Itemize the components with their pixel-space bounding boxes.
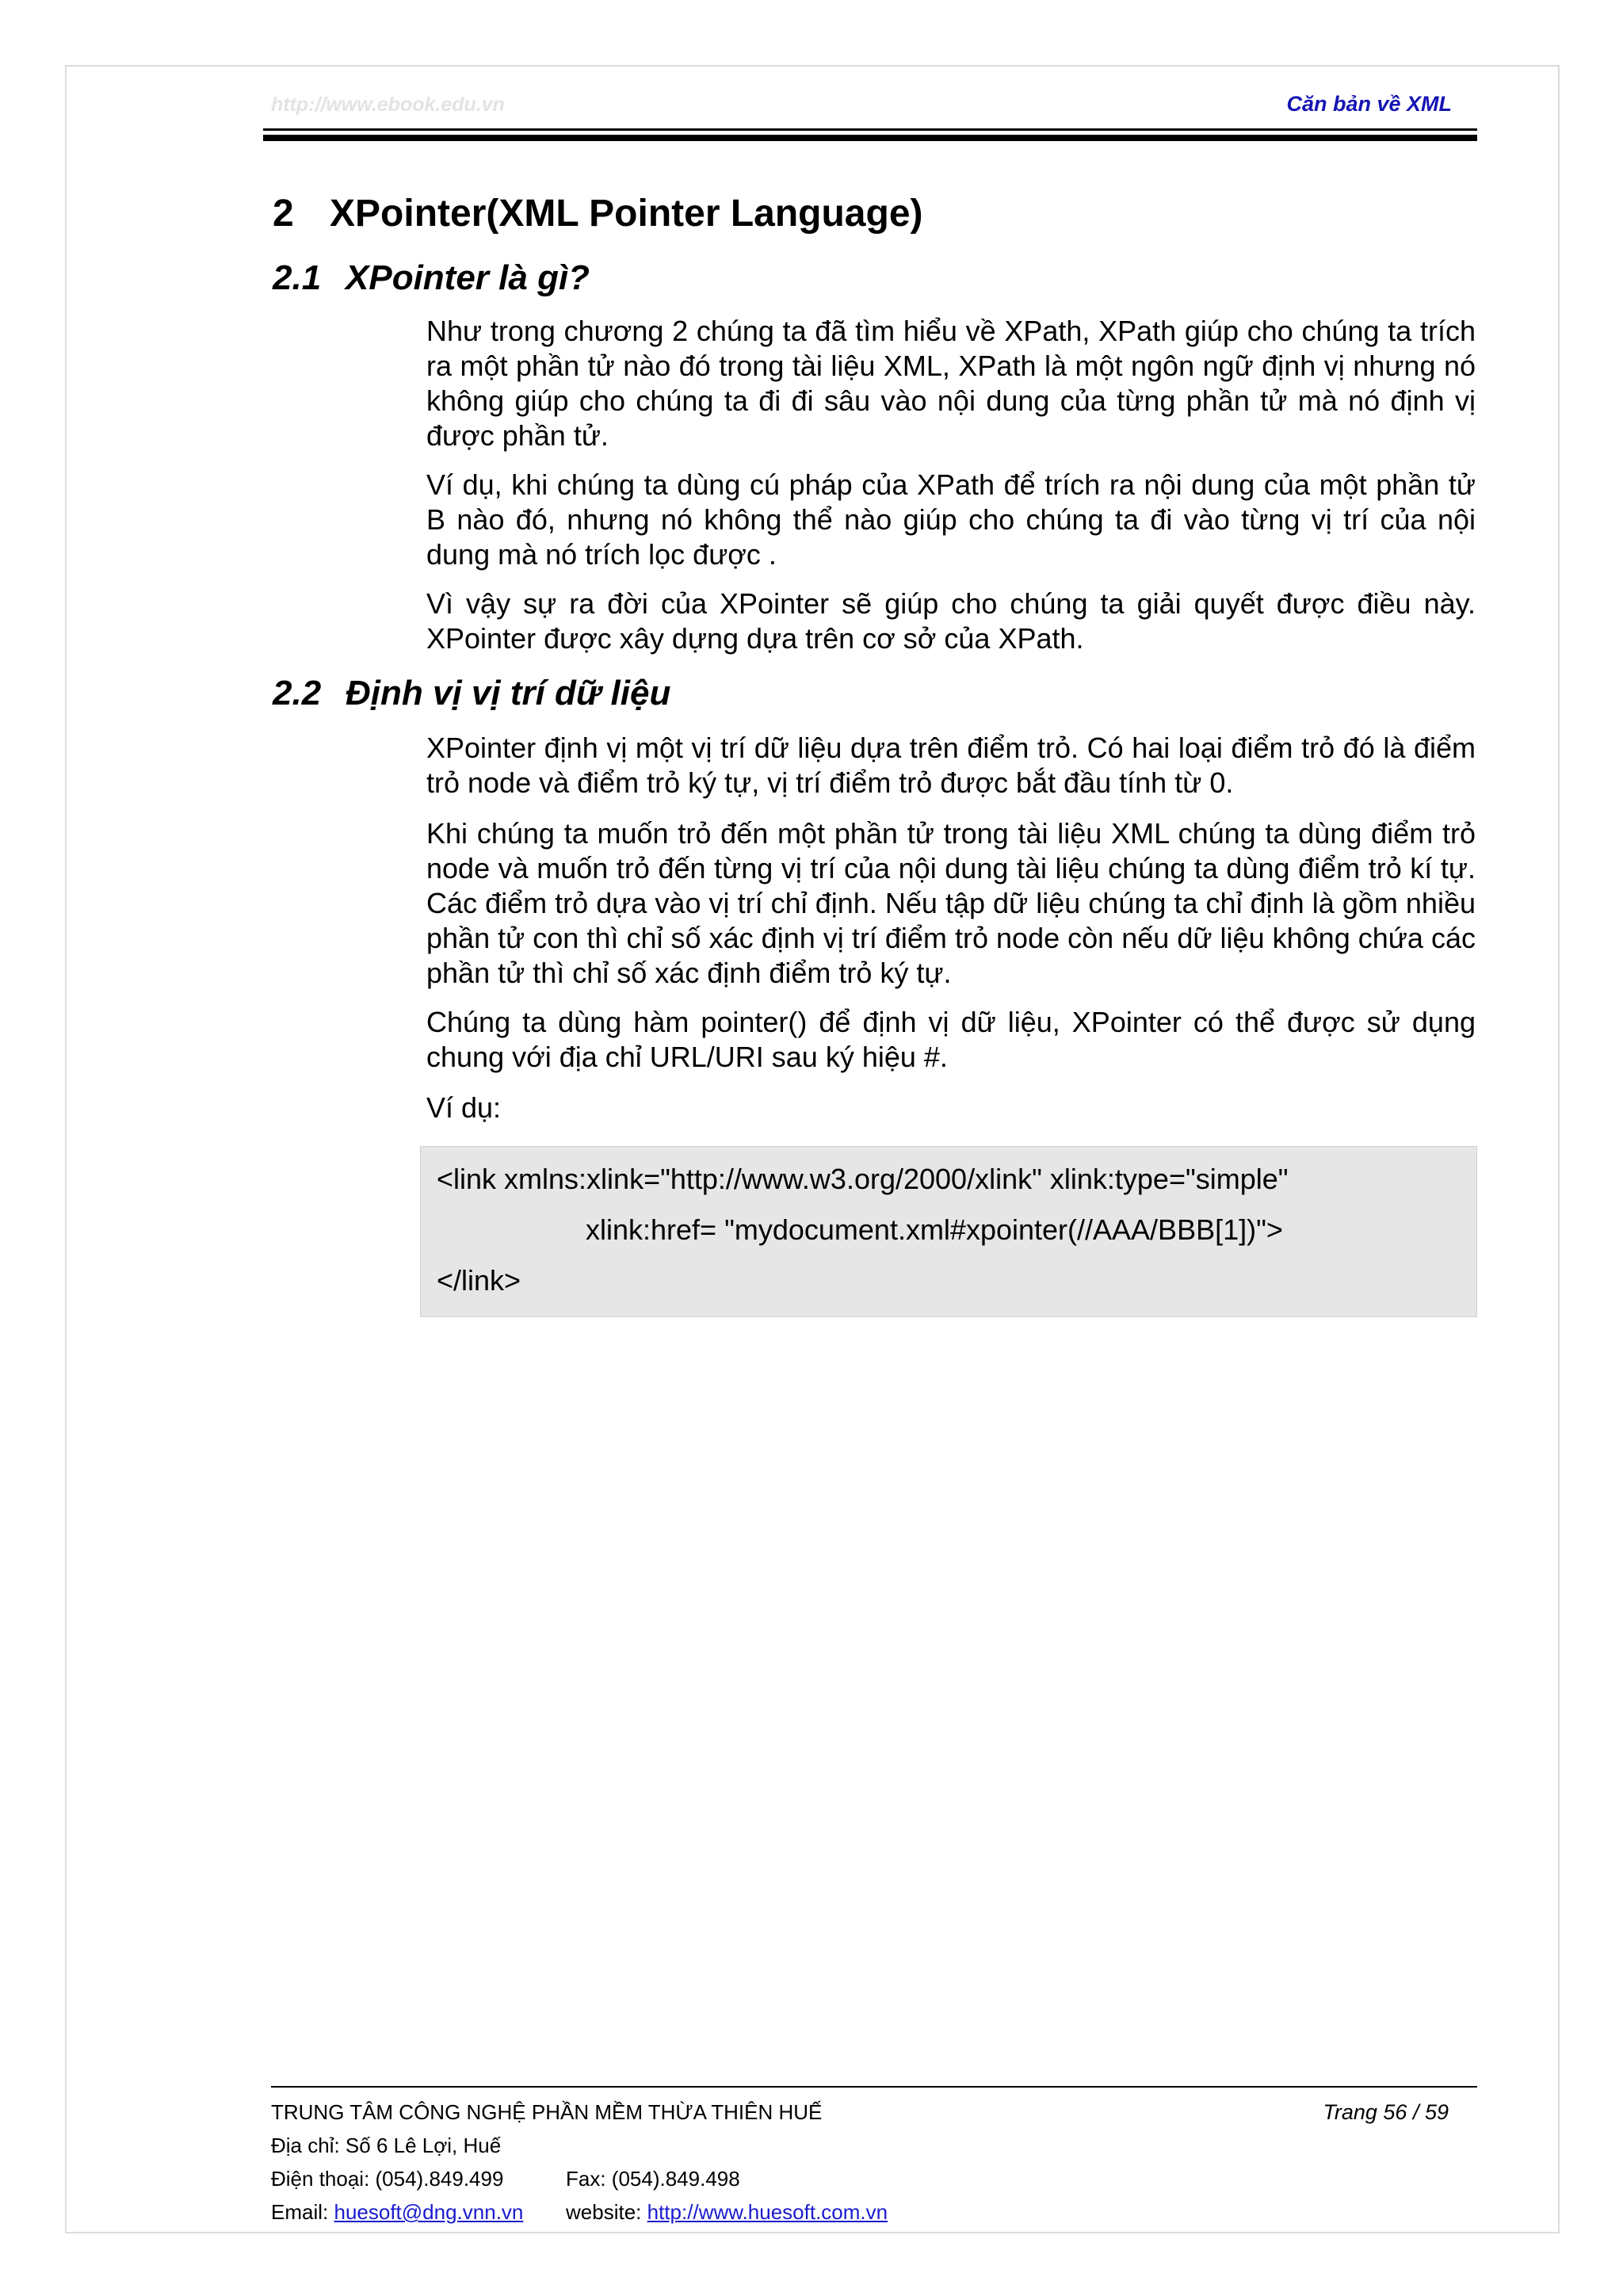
code-line: <link xmlns:xlink="http://www.w3.org/2000/xlink" xlink:type="simple" <box>437 1163 1289 1195</box>
page-number: Trang 56 / 59 <box>1323 2100 1449 2124</box>
section-number: 2 <box>273 193 294 235</box>
email-link[interactable]: huesoft@dng.vnn.vn <box>334 2200 524 2224</box>
section-title: XPointer(XML Pointer Language) <box>330 193 923 235</box>
section-heading <box>273 192 923 235</box>
subsection-heading-2-1 <box>273 258 590 298</box>
subsection-title: XPointer là gì? <box>346 258 590 297</box>
footer-fax: Fax: (054).849.498 <box>566 2167 740 2191</box>
paragraph: Ví dụ, khi chúng ta dùng cú pháp của XPath để trích ra nội dung của một phần tử B nào đó, nhưng nó không thể nào giúp cho chúng ta đi vào từng vị trí của nội dung mà nó trích lọc được . <box>426 468 1476 571</box>
subsection-number: 2.1 <box>273 258 322 297</box>
subsection-heading-2-2 <box>273 674 670 713</box>
paragraph: Chúng ta dùng hàm pointer() để định vị dữ liệu, XPointer có thể được sử dụng chung với địa chỉ URL/URI sau ký hiệu #. <box>426 1006 1476 1073</box>
subsection-title: Định vị vị trí dữ liệu <box>346 674 671 712</box>
code-block <box>420 1146 1477 1317</box>
paragraph: XPointer định vị một vị trí dữ liệu dựa trên điểm trỏ. Có hai loại điểm trỏ đó là điểm trỏ node và điểm trỏ ký tự, vị trí điểm trỏ được bắt đầu tính từ 0. <box>426 732 1476 799</box>
subsection-number: 2.2 <box>273 674 322 712</box>
header-url: http://www.ebook.edu.vn <box>271 94 505 116</box>
paragraph: Khi chúng ta muốn trỏ đến một phần tử trong tài liệu XML chúng ta dùng điểm trỏ node và muốn trỏ đến từng vị trí của nội dung tài liệu chúng ta dùng điểm trỏ kí tự. Các điểm trỏ dựa vào vị trí chỉ định. Nếu tập dữ liệu chúng ta chỉ định là gồm nhiều phần tử con thì chỉ số xác định vị trí điểm trỏ node còn nếu dữ liệu không chứa các phần tử thì chỉ số xác định điểm trỏ ký tự. <box>426 817 1476 989</box>
example-label: Ví dụ: <box>426 1091 502 1124</box>
paragraph: Vì vậy sự ra đời của XPointer sẽ giúp cho chúng ta giải quyết được điều này. XPointer được xây dựng dựa trên cơ sở của XPath. <box>426 587 1476 655</box>
header-rule-thick <box>263 135 1477 141</box>
paragraph: Như trong chương 2 chúng ta đã tìm hiểu về XPath, XPath giúp cho chúng ta trích ra một phần tử nào đó trong tài liệu XML, XPath là một ngôn ngữ định vị nhưng nó không giúp cho chúng ta đi đi sâu vào nội dung của từng phần tử mà nó định vị được phần tử. <box>426 315 1476 452</box>
footer-phone: Điện thoại: (054).849.499 <box>271 2167 504 2191</box>
footer-email-row <box>271 2200 523 2225</box>
footer-org: TRUNG TÂM CÔNG NGHỆ PHẦN MỀM THỪA THIÊN HUẾ <box>271 2100 823 2124</box>
code-line: xlink:href= "mydocument.xml#xpointer(//AAA/BBB[1])"> <box>586 1213 1283 1246</box>
header-title: Căn bản về XML <box>1286 92 1452 116</box>
website-link[interactable]: http://www.huesoft.com.vn <box>647 2200 888 2224</box>
code-line: </link> <box>437 1264 521 1297</box>
header-rule <box>263 128 1477 131</box>
email-label: Email: <box>271 2200 329 2224</box>
footer-website-row <box>566 2200 888 2225</box>
footer-address: Địa chỉ: Số 6 Lê Lợi, Huế <box>271 2134 502 2157</box>
website-label: website: <box>566 2200 642 2224</box>
footer-rule <box>271 2086 1477 2088</box>
